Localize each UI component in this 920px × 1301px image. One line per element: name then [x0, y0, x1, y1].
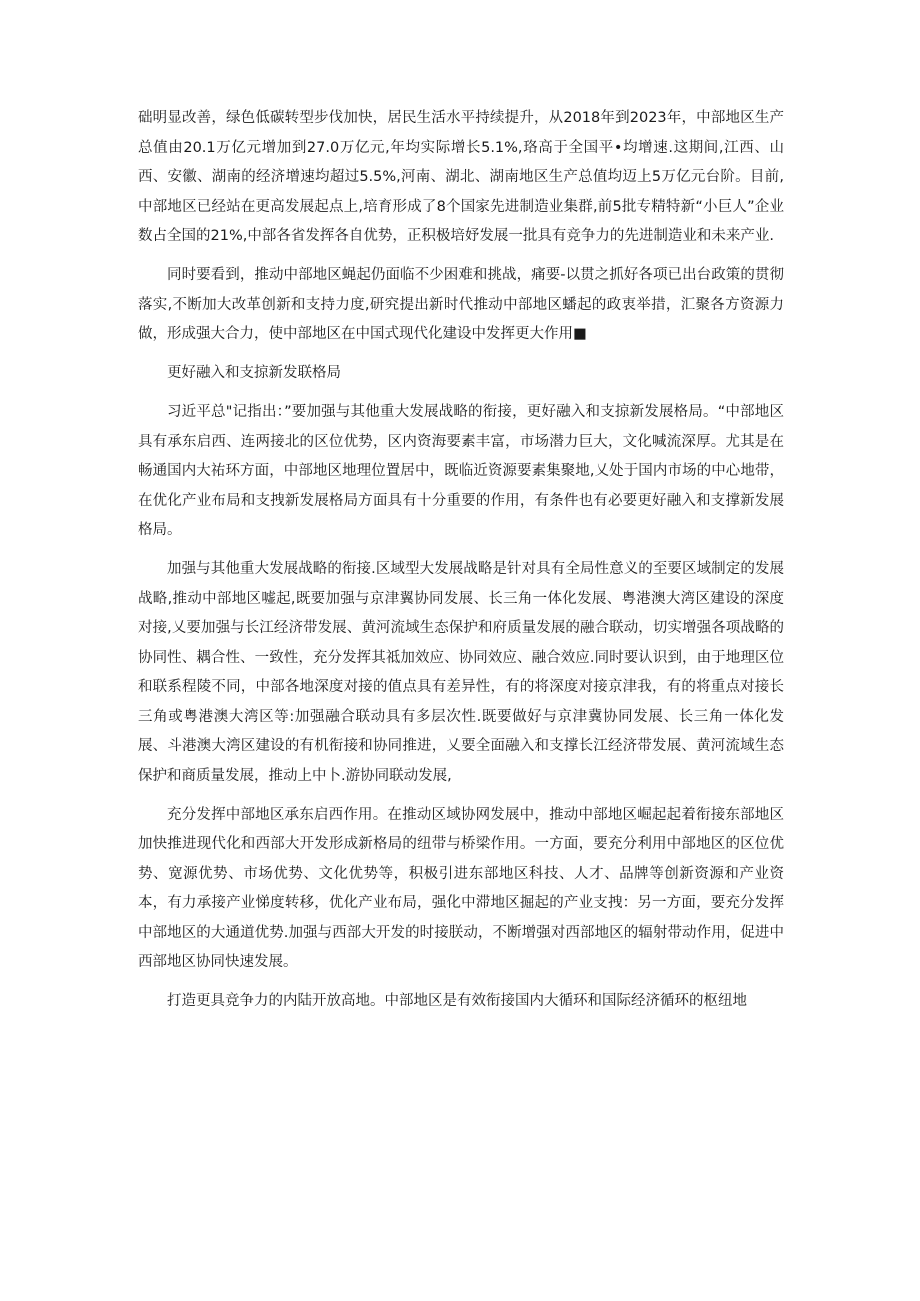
- section-heading: 更好融入和支掠新发联格局: [167, 365, 341, 381]
- paragraph-new-pattern: 习近平总"记指出：”要加强与其他重大发展战略的衔接，更好融入和支掠新发展格局。“中部地区具有承东启西、连两接北的区位优势，区内资海要素丰富，市场潜力巨大，文化喊流深厚。尤其是在畅通国内大祐环方面，中部地区地理位置居中，既临近资源要素集聚地,乂处于国内市场的中心地带，在优化产业布局和支拽新发展格局方面具有十分重要的作用，有条件也有必要更好融入和支撑新发展格局。: [138, 404, 784, 538]
- paragraph-east-west-role: 充分发挥中部地区承东启西作用。在推动区域协网发展中，推动中部地区崛起起着衔接东部地区加快推进现代化和西部大开发形成新格局的纽带与桥梁作用。一方面，要充分利用中部地区的区位优势、宽源优势、市场优势、文化优势等，积极引进东部地区科技、人才、品牌等创新资源和产业资本，有力承接产业悌度转移，优化产业布局，强化中滞地区掘起的产业支拽：另一方面，要充分发挥中部地区的大通道优势.加强与西部大开发的时接朕动，不断增强对西部地区的辐射带动作用，促进中西部地区协同快速发展。: [138, 806, 784, 970]
- paragraph-economic-growth: 础明显改善，绿色低碳转型步伐加快，居民生活水平持续提升，从2018年到2023年，中部地区生产总值由20.1万亿元增加到27.0万亿元,年均实际增长5.1%,珞高于全国平•均增速.这期间,江西、山西、安徽、湖南的经济增速均超过5.5%,河南、湖北、湖南地区生产总值均迈上5万亿元台阶。目前,中部地区已经站在更高发展起点上,培育形成了8个国家先进制造业集群,前5批专精特新“小巨人”企业数占全国的21%,中部各省发挥各自优势，正积极培妤发展一批具有竞争力的先进制造业和未来产业.: [138, 110, 784, 244]
- paragraph-strategy-linkage: 加强与其他重大发展战略的衔接.区域型大发展战略是针对具有全局性意义的至要区域制定的发展战略,推动中部地区嘘起,既要加强与京津翼协同发展、长三角一体化发展、粤港澳大湾区建设的深度对接,乂要加强与长江经济带发展、黄河流域生态保护和府质量发展的融合联动，切实增强各项战略的协同性、耦合性、一致性，充分发挥其祗加效应、协同效应、融合效应.同时要认识到，由于地理区位和联系程陵不同，中部各地深度对接的值点具有差异性，有的将深度对接京津我，有的将重点对接长三角或粤港澳大湾区等:加强融合联动具有多层次性.既要做好与京津冀协同发展、长三角一体化发展、斗港澳大湾区建设的有机衔接和协同推进，乂要全面融入和支撑长江经济带发展、黄河流域生态保护和商质量发展，推动上中卜.游协同联动发展,: [138, 561, 784, 784]
- paragraph-inland-opening: 打造更具竞争力的内陆开放高地。中部地区是有效衔接国内大循环和国际经济循环的枢纽地: [167, 993, 747, 1009]
- paragraph-challenges: 同时要看到，推动中部地区蝇起仍面临不少困难和挑战，痛要-以贯之抓好各项已出台政策的贯彻落实,不断加大改革创新和支持力度,研究提出新时代推动中部地区蟠起的政衷举措，汇聚各方资源力做，形成强大合力，使中部地区在中国式现代化建设中发挥更大作用■: [138, 267, 784, 342]
- document-body: [138, 104, 784, 1026]
